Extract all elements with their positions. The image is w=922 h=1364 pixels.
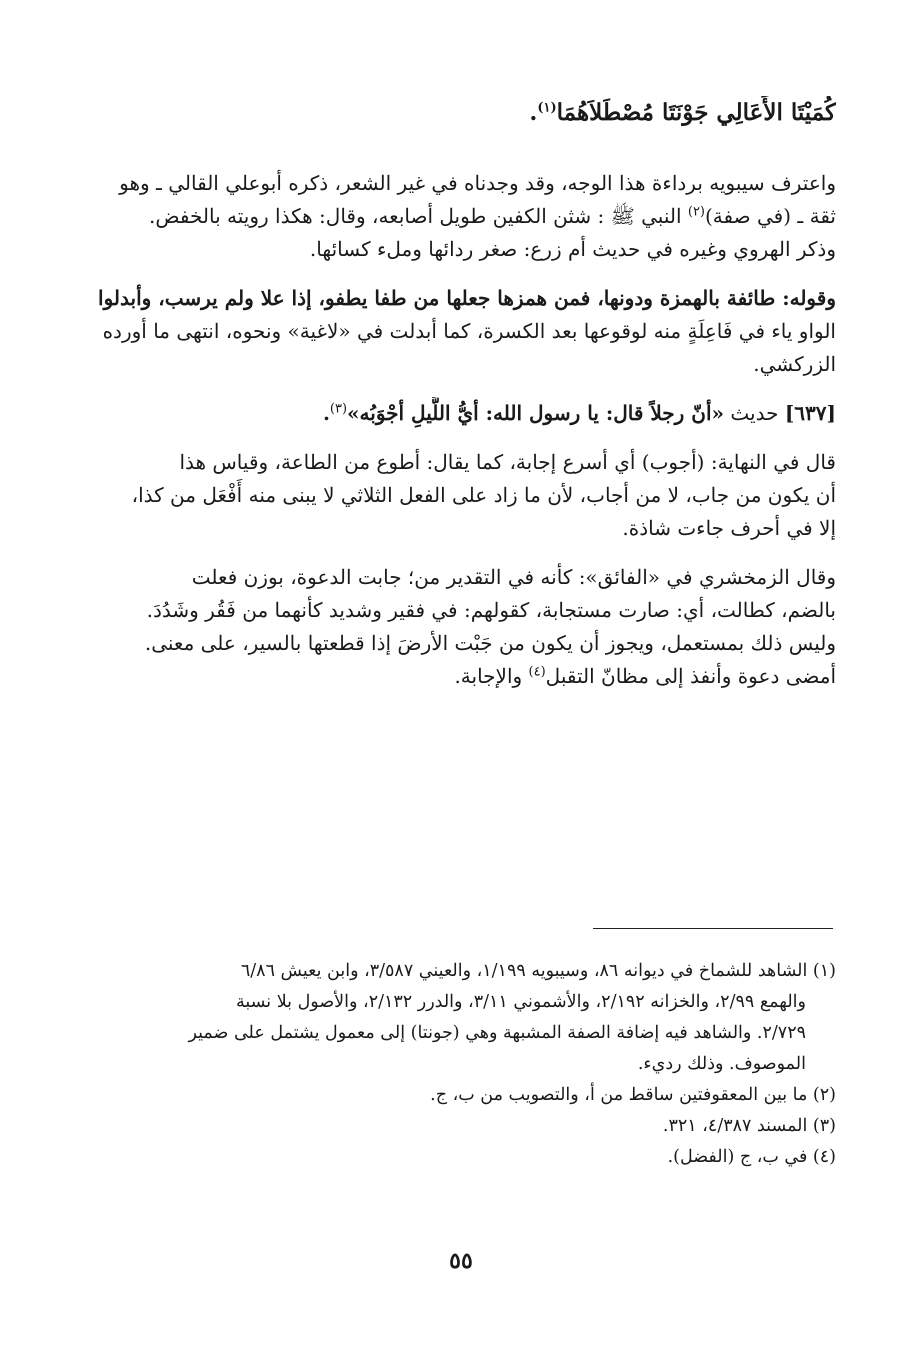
footnote-divider xyxy=(593,928,833,929)
hadith-heading xyxy=(86,397,836,430)
paragraph-taifa xyxy=(86,282,836,381)
main-text xyxy=(86,96,836,693)
text-segment: النبي ﷺ : شثن الكفين طويل أصابعه، وقال: هكذا رويته بالخفض. xyxy=(149,204,688,228)
footnote-4: (٤) في ب، ج (الفضل). xyxy=(667,1147,836,1167)
text-line: وذكر الهروي وغيره في حديث أم زرع: صغر ردائها وملء كسائها. xyxy=(309,237,836,261)
text-line: بالضم، كطالت، أي: صارت مستجابة، كقولهم: في فقير وشديد كأنهما من فَقُر وشَدُدَ. xyxy=(146,598,836,622)
hadith-prefix: حديث xyxy=(724,401,785,425)
verse-end: . xyxy=(529,99,538,126)
footnote-line: ٢/٧٢٩. والشاهد فيه إضافة الصفة المشبهة وهي (جونتا) إلى معمول يشتمل على ضمير xyxy=(188,1023,806,1043)
paragraph-zamakhshari xyxy=(86,561,836,693)
text-line: الزركشي. xyxy=(753,352,836,376)
footnote-ref-1: (١) xyxy=(537,100,557,116)
verse-text: كُمَيْتَا الأَعَالِي جَوْنَتَا مُصْطَلاَهُمَا xyxy=(556,99,836,126)
page-number: ٥٥ xyxy=(449,1248,473,1274)
text-segment: أمضى دعوة وأنفذ إلى مظانّ التقبل xyxy=(545,664,836,688)
text-line: قال في النهاية: (أجوب) أي أسرع إجابة، كما يقال: أطوع من الطاعة، وقياس هذا xyxy=(179,450,836,474)
footnote-ref-2: (٢) xyxy=(687,204,705,220)
footnote-3: (٣) المسند ٤/٣٨٧، ٣٢١. xyxy=(662,1116,836,1136)
hadith-end: . xyxy=(322,401,330,425)
footnote-line: والهمع ٢/٩٩، والخزانه ٢/١٩٢، والأشموني ٣/١١، والدرر ٢/١٣٢، والأصول بلا نسبة xyxy=(235,992,806,1012)
hadith-text: «أنّ رجلاً قال: يا رسول الله: أيُّ اللَّيلِ أجْوَبُه» xyxy=(347,401,725,425)
text-line: وقوله: طائفة بالهمزة ودونها، فمن همزها جعلها من طفا يطفو، إذا علا ولم يرسب، وأبدلوا xyxy=(98,286,836,310)
poetry-verse xyxy=(86,96,836,129)
text-line: الواو ياء في فَاعِلَةٍ منه لوقوعها بعد الكسرة، كما أبدلت في «لاغية» ونحوه، انتهى ما أورده xyxy=(102,319,836,343)
text-line: وليس ذلك بمستعمل، ويجوز أن يكون من جَبْت الأرضَ إذا قطعتها بالسير، على معنى. xyxy=(144,631,836,655)
footnote-ref-4: (٤) xyxy=(528,664,546,680)
text-line xyxy=(86,660,836,693)
text-line: واعترف سيبويه برداءة هذا الوجه، وقد وجدناه في غير الشعر، ذكره أبوعلي القالي ـ وهو xyxy=(119,171,836,195)
footnote-1 xyxy=(86,956,836,1080)
footnote-ref-3: (٣) xyxy=(329,401,348,417)
text-segment: ثقة ـ (في صفة) xyxy=(705,204,836,228)
text-line: أن يكون من جاب، لا من أجاب، لأن ما زاد على الفعل الثلاثي لا يبنى منه أَفْعَل من كذا، xyxy=(131,483,836,507)
paragraph-sibawayh xyxy=(86,167,836,266)
text-segment: والإجابة. xyxy=(454,664,529,688)
hadith-number: [٦٣٧] xyxy=(784,401,836,425)
text-line: وقال الزمخشري في «الفائق»: كأنه في التقدير من؛ جابت الدعوة، بوزن فعلت xyxy=(191,565,836,589)
footnote-2: (٢) ما بين المعقوفتين ساقط من أ، والتصويب من ب، ج. xyxy=(430,1085,836,1105)
footnote-line: (١) الشاهد للشماخ في ديوانه ٨٦، وسيبويه ١/١٩٩، والعيني ٣/٥٨٧، وابن يعيش ٦/٨٦ xyxy=(240,961,836,981)
footnote-line: الموصوف. وذلك رديء. xyxy=(637,1054,806,1074)
text-line xyxy=(86,200,836,233)
paragraph-nihaya xyxy=(86,446,836,545)
footnotes xyxy=(86,956,836,1173)
text-line: إلا في أحرف جاءت شاذة. xyxy=(622,516,836,540)
